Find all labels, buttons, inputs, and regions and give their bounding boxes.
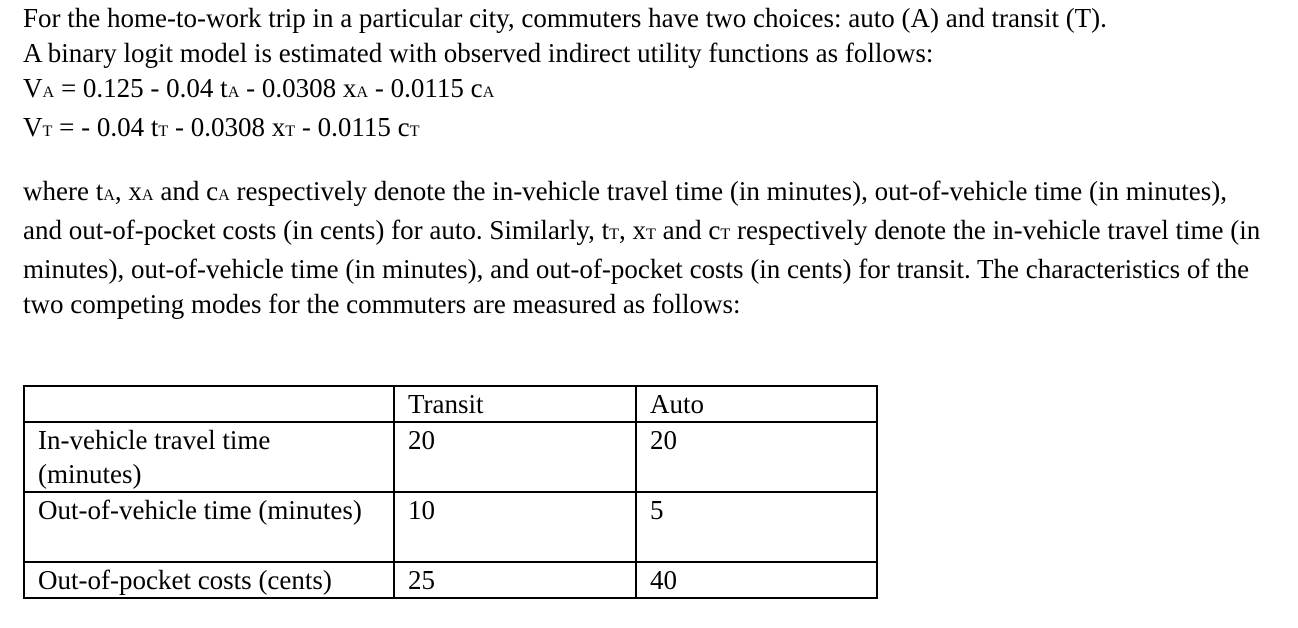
desc-part-5: , x [619, 215, 646, 245]
vt-x-term: - 0.0308 x [168, 112, 286, 142]
desc-sub-6: T [720, 225, 731, 243]
cell-transit-out-of-pocket: 25 [394, 562, 636, 598]
cell-auto-out-of-pocket: 40 [636, 562, 877, 598]
va-x-term: - 0.0308 x [239, 73, 357, 103]
vt-lhs: V [23, 112, 43, 142]
va-lhs: V [23, 73, 43, 103]
equation-va [23, 71, 1283, 110]
va-eq: = 0.125 - 0.04 t [54, 73, 228, 103]
va-c-sub: A [482, 83, 495, 101]
desc-sub-2: A [141, 186, 154, 204]
description-paragraph [23, 174, 1268, 322]
header-cell-transit: Transit [394, 386, 636, 422]
vt-lhs-sub: T [42, 122, 53, 140]
intro-line-2: A binary logit model is estimated with observed indirect utility functions as follows: [23, 38, 934, 68]
desc-part-2: , x [114, 176, 142, 206]
va-x-sub: A [356, 83, 369, 101]
desc-part-3: and c [153, 176, 219, 206]
vt-t-sub: T [158, 122, 169, 140]
desc-sub-4: T [609, 225, 619, 243]
cell-auto-out-of-vehicle: 5 [636, 492, 877, 562]
table-row [24, 492, 877, 562]
cell-auto-in-vehicle: 20 [636, 422, 877, 492]
desc-part-6: and c [655, 215, 721, 245]
intro-block [23, 1, 1283, 149]
table-row [24, 422, 877, 492]
desc-sub-3: A [218, 186, 230, 204]
row-label-out-of-pocket: Out-of-pocket costs (cents) [24, 562, 394, 598]
intro-line-1: For the home-to-work trip in a particular city, commuters have two choices: auto (A) and transit (T). [23, 3, 1107, 33]
vt-c-sub: T [409, 122, 420, 140]
mode-characteristics-table [23, 385, 878, 599]
desc-part-1: where t [23, 176, 104, 206]
table-header-row [24, 386, 877, 422]
header-cell-auto: Auto [636, 386, 877, 422]
row-label-in-vehicle: In-vehicle travel time (minutes) [24, 422, 394, 492]
cell-transit-in-vehicle: 20 [394, 422, 636, 492]
va-lhs-sub: A [42, 83, 55, 101]
table-row [24, 562, 877, 598]
va-t-sub: A [227, 83, 240, 101]
desc-sub-5: T [646, 225, 656, 243]
va-c-term: - 0.0115 c [368, 73, 483, 103]
vt-c-term: - 0.0115 c [295, 112, 410, 142]
equation-vt [23, 110, 1283, 149]
desc-part-4: respectively denote the in-vehicle travel time (in minutes), out-of-vehicle time (in minutes), and out-of-pocket costs (in cents) for auto. Similarly, t [23, 176, 1227, 245]
vt-eq: = - 0.04 t [52, 112, 159, 142]
header-cell-empty [24, 386, 394, 422]
desc-part-7: respectively denote the in-vehicle travel time (in minutes), out-of-vehicle time (in minutes), and out-of-pocket costs (in cents) for transit. The characteristics of the two competing modes for the commuters are measured as follows: [23, 215, 1261, 319]
description-text [23, 174, 1268, 322]
cell-transit-out-of-vehicle: 10 [394, 492, 636, 562]
desc-sub-1: A [103, 186, 115, 204]
row-label-out-of-vehicle: Out-of-vehicle time (minutes) [24, 492, 394, 562]
vt-x-sub: T [285, 122, 296, 140]
